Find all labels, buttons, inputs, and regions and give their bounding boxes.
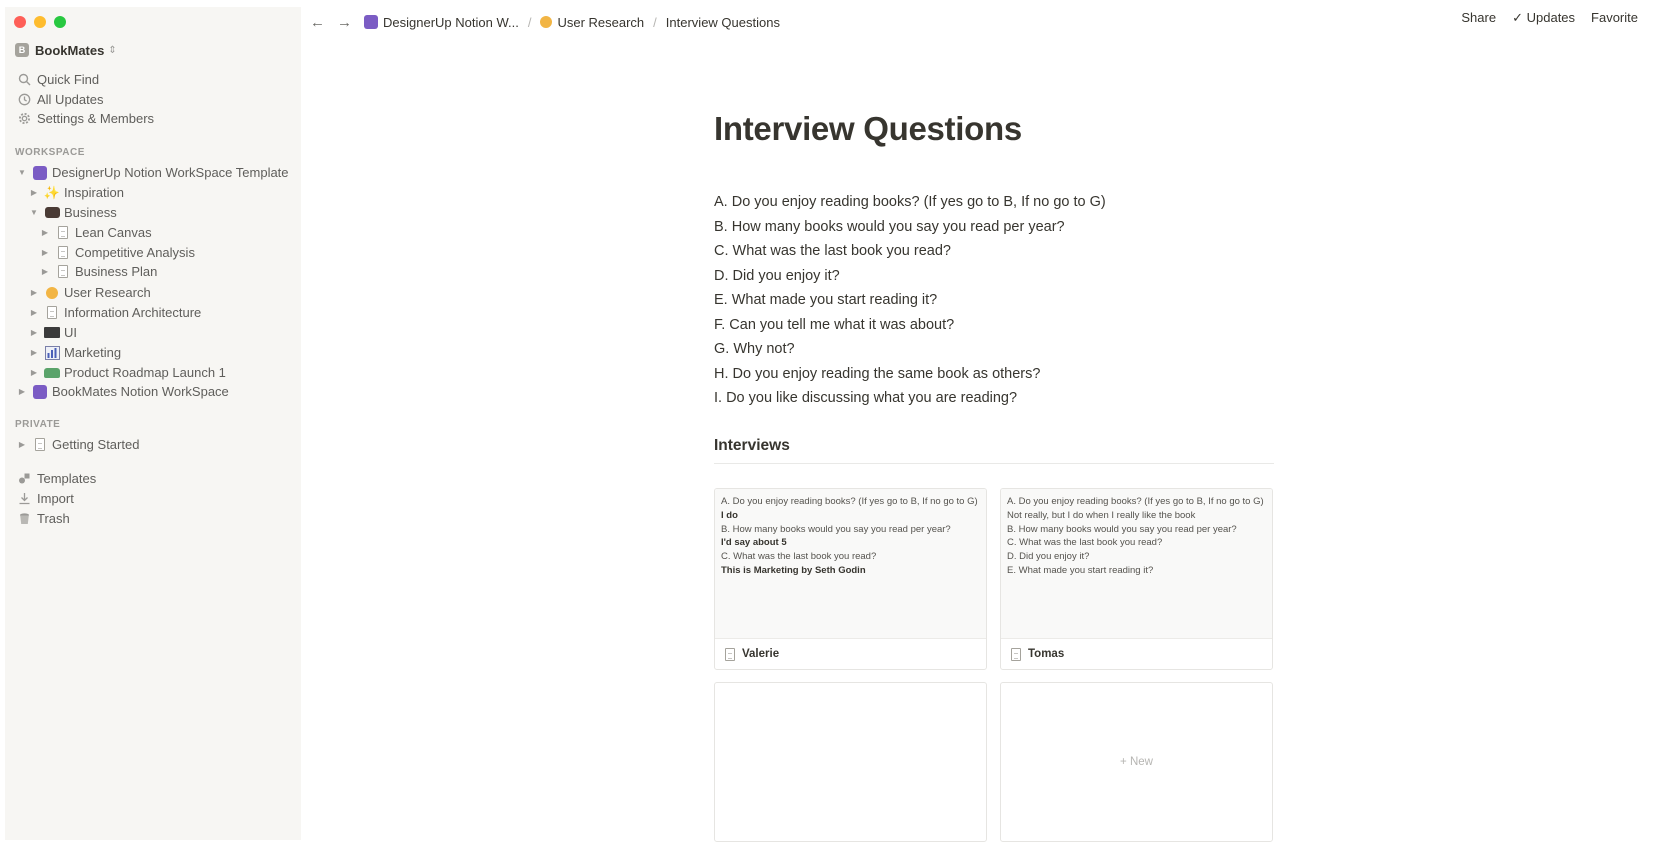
toggle-collapsed-icon[interactable]: ▶: [30, 328, 38, 337]
card-title: Valerie: [742, 648, 780, 660]
quick-find-label: Quick Find: [37, 72, 100, 87]
preview-line: D. Did you enjoy it?: [1007, 551, 1090, 563]
gear-icon: [15, 110, 33, 128]
sidebar-item-bookmates-workspace[interactable]: [15, 381, 311, 402]
toggle-collapsed-icon[interactable]: ▶: [41, 228, 49, 237]
card-title-row: [715, 639, 986, 669]
breadcrumb-label: DesignerUp Notion W...: [383, 14, 519, 30]
templates-label: Templates: [37, 471, 97, 486]
page-icon: [54, 264, 72, 280]
shapes-icon: [15, 470, 33, 488]
person-icon: [540, 16, 552, 28]
topbar-actions: [1461, 10, 1638, 26]
toggle-expanded-icon[interactable]: ▼: [18, 168, 26, 177]
toggle-collapsed-icon[interactable]: ▶: [18, 387, 26, 396]
sidebar-item-label: UI: [64, 325, 77, 340]
question-item[interactable]: B. How many books would you say you read per year?: [714, 218, 1065, 235]
preview-line: I do: [721, 509, 738, 521]
question-item[interactable]: D. Did you enjoy it?: [714, 267, 840, 284]
sidebar-item-inspiration[interactable]: [27, 182, 323, 203]
card-preview: [1001, 489, 1272, 639]
page-icon: [54, 245, 72, 261]
breadcrumb-separator: /: [527, 14, 532, 30]
sidebar-item-ui[interactable]: [27, 322, 323, 343]
new-card-button[interactable]: [1000, 682, 1273, 842]
workspace-switcher[interactable]: [15, 40, 117, 60]
minimize-window-button[interactable]: [34, 16, 46, 28]
preview-line: E. What made you start reading it?: [1007, 564, 1154, 576]
sidebar-item-label: Marketing: [64, 345, 122, 360]
check-icon: ✓: [1512, 10, 1527, 25]
question-item[interactable]: G. Why not?: [714, 341, 795, 357]
sidebar-item-label: Information Architecture: [64, 305, 202, 320]
page-title[interactable]: Interview Questions: [714, 110, 1022, 147]
sidebar-item-label: Getting Started: [52, 437, 140, 452]
breadcrumb-label: User Research: [557, 14, 645, 30]
sidebar-item-product-roadmap[interactable]: [27, 362, 323, 383]
car-icon: [43, 365, 61, 381]
sidebar-item-label: DesignerUp Notion WorkSpace Template: [52, 165, 289, 180]
forward-arrow-icon[interactable]: →: [337, 13, 352, 31]
sparkles-icon: ✨: [43, 184, 61, 200]
sidebar-item-getting-started[interactable]: [15, 434, 311, 455]
preview-line: C. What was the last book you read?: [721, 551, 877, 563]
breadcrumb-designerup[interactable]: [364, 15, 519, 30]
favorite-button[interactable]: Favorite: [1591, 10, 1638, 25]
person-icon: [43, 285, 61, 301]
question-item[interactable]: E. What made you start reading it?: [714, 292, 938, 308]
breadcrumb-label: Interview Questions: [665, 14, 780, 30]
sidebar-item-label: BookMates Notion WorkSpace: [52, 384, 229, 399]
import-button[interactable]: [15, 488, 311, 509]
toggle-expanded-icon[interactable]: ▼: [30, 208, 38, 217]
chevron-updown-icon: ⇕: [108, 44, 117, 56]
gallery-card-valerie[interactable]: [714, 488, 987, 670]
notion-purple-icon: [31, 165, 49, 181]
preview-line: C. What was the last book you read?: [1007, 537, 1163, 549]
sidebar-item-information-architecture[interactable]: [27, 302, 323, 323]
briefcase-icon: [43, 205, 61, 221]
gallery-card-empty[interactable]: [714, 682, 987, 842]
page-icon: [1007, 646, 1025, 662]
templates-button[interactable]: [15, 468, 311, 489]
close-window-button[interactable]: [14, 16, 26, 28]
sidebar-item-label: Product Roadmap Launch 1: [64, 365, 226, 380]
workspace-section-label: WORKSPACE: [15, 147, 85, 158]
preview-line: A. Do you enjoy reading books? (If yes go to B, If no go to G): [721, 496, 978, 507]
breadcrumb-interview-questions[interactable]: [666, 15, 780, 30]
sidebar-item-competitive-analysis[interactable]: [38, 242, 334, 263]
settings-members-button[interactable]: [15, 108, 311, 129]
toggle-collapsed-icon[interactable]: ▶: [30, 288, 38, 297]
question-list: [714, 190, 1274, 411]
download-icon: [15, 490, 33, 508]
sidebar-item-designerup-template[interactable]: [15, 162, 311, 183]
gallery-card-tomas[interactable]: [1000, 488, 1273, 670]
card-preview: [715, 489, 986, 639]
page-icon: [31, 437, 49, 453]
settings-members-label: Settings & Members: [37, 111, 155, 126]
all-updates-label: All Updates: [37, 92, 104, 107]
sidebar-item-label: Competitive Analysis: [75, 245, 195, 260]
preview-line: A. Do you enjoy reading books? (If yes go to B, If no go to G): [1007, 496, 1264, 507]
notion-purple-icon: [364, 15, 378, 29]
preview-line: Not really, but I do when I really like the book: [1007, 509, 1196, 521]
page-icon: [43, 305, 61, 321]
all-updates-button[interactable]: [15, 89, 311, 110]
question-item[interactable]: F. Can you tell me what it was about?: [714, 316, 955, 333]
window-controls: [14, 16, 66, 28]
chart-icon: [43, 345, 61, 361]
toggle-collapsed-icon[interactable]: ▶: [41, 248, 49, 257]
sidebar-item-label: User Research: [64, 285, 151, 300]
new-label: + New: [1120, 756, 1153, 768]
question-item[interactable]: H. Do you enjoy reading the same book as others?: [714, 365, 1041, 382]
workspace-name: BookMates: [35, 42, 105, 58]
toggle-collapsed-icon[interactable]: ▶: [30, 308, 38, 317]
sidebar: [5, 7, 301, 840]
toggle-collapsed-icon[interactable]: ▶: [30, 368, 38, 377]
sidebar-item-lean-canvas[interactable]: [38, 222, 334, 243]
toggle-collapsed-icon[interactable]: ▶: [41, 267, 49, 276]
share-button[interactable]: Share: [1461, 10, 1497, 25]
sidebar-item-user-research[interactable]: [27, 282, 323, 303]
maximize-window-button[interactable]: [54, 16, 66, 28]
topbar: [310, 10, 1656, 34]
breadcrumb-separator: /: [653, 14, 657, 30]
page-icon: [721, 646, 739, 662]
sidebar-item-business-plan[interactable]: [38, 261, 334, 282]
search-icon: [15, 71, 33, 89]
sidebar-item-marketing[interactable]: [27, 342, 323, 363]
question-item[interactable]: C. What was the last book you read?: [714, 243, 951, 259]
preview-line: B. How many books would you say you read per year?: [1007, 523, 1237, 535]
preview-line: This is Marketing by Seth Godin: [721, 564, 866, 576]
interviews-heading[interactable]: Interviews: [714, 437, 1274, 464]
back-arrow-icon[interactable]: ←: [310, 13, 325, 31]
question-item[interactable]: I. Do you like discussing what you are reading?: [714, 390, 1018, 406]
toggle-collapsed-icon[interactable]: ▶: [30, 188, 38, 197]
question-item[interactable]: A. Do you enjoy reading books? (If yes go to B, If no go to G): [714, 194, 1106, 210]
card-title: Tomas: [1028, 648, 1065, 660]
workspace-avatar: B: [15, 43, 29, 57]
trash-label: Trash: [37, 511, 70, 526]
trash-icon: [15, 510, 33, 528]
clock-icon: [15, 91, 33, 109]
preview-line: B. How many books would you say you read per year?: [721, 523, 951, 535]
updates-button[interactable]: [1512, 10, 1575, 26]
import-label: Import: [37, 491, 74, 506]
sidebar-item-label: Business: [64, 205, 117, 220]
notion-purple-icon: [31, 384, 49, 400]
sidebar-item-label: Inspiration: [64, 185, 124, 200]
toggle-collapsed-icon[interactable]: ▶: [18, 440, 26, 449]
toggle-collapsed-icon[interactable]: ▶: [30, 348, 38, 357]
quick-find-button[interactable]: [15, 69, 311, 90]
sidebar-item-label: Lean Canvas: [75, 225, 152, 240]
preview-line: I'd say about 5: [721, 537, 787, 549]
page-icon: [54, 225, 72, 241]
page-content: [714, 110, 1274, 768]
sidebar-item-label: Business Plan: [75, 264, 158, 279]
trash-button[interactable]: [15, 508, 311, 529]
updates-label: Updates: [1526, 10, 1576, 25]
private-section-label: PRIVATE: [15, 419, 61, 430]
monitor-icon: [43, 325, 61, 341]
card-title-row: [1001, 639, 1272, 669]
breadcrumb-user-research[interactable]: [540, 15, 644, 30]
sidebar-item-business[interactable]: [27, 202, 323, 223]
